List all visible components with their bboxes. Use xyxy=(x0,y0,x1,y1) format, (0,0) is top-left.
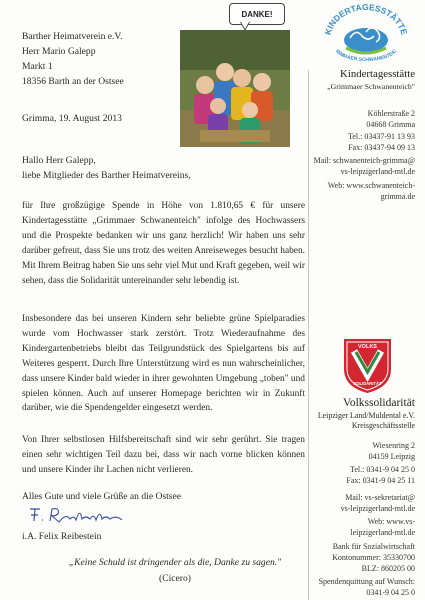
kita-mail-line: Mail: schwanenteich-grimma@ xyxy=(313,156,415,165)
body-paragraph-3: Von Ihrer selbstlosen Hilfsbereitschaft sind wir sehr gerührt. Sie tragen einen sehr wichtigen Teil dazu bei, dass wir nach vorne blicken können und unsere Kinder ihr Lachen nicht verlieren. xyxy=(22,435,305,475)
vs-contact-phone xyxy=(310,464,415,486)
vs-web-line: leipzigerland-mtl.de xyxy=(350,528,415,537)
vs-mail-line: Mail: vs-sekretariat@ xyxy=(345,493,415,502)
vs-bank-details xyxy=(310,541,415,574)
kita-web-line: Web: www.schwanenteich- xyxy=(327,181,415,190)
vs-subname-line: Leipziger Land/Muldental e.V. xyxy=(317,411,415,420)
closing-line: Alles Gute und viele Grüße an die Ostsee xyxy=(22,491,182,502)
vs-logo-subtext: SOLIDARITÄT xyxy=(353,381,382,386)
kita-website xyxy=(310,180,415,202)
vs-logo-text: VOLKS xyxy=(358,344,377,350)
vs-city: 04159 Leipzig xyxy=(368,452,415,461)
vs-donation-receipt-info xyxy=(310,576,415,598)
kita-name: Kindertagesstätte xyxy=(340,68,415,80)
vs-address xyxy=(310,440,415,462)
greeting-line: Hallo Herr Galepp, xyxy=(22,155,96,166)
vs-bank-line: Kontonummer: 35330700 xyxy=(332,553,415,562)
vs-bank-line: Bank für Sozialwirtschaft xyxy=(332,542,415,551)
vs-donation-line: Spendenquittung auf Wunsch: xyxy=(318,577,415,586)
quote-source: (Cicero) xyxy=(159,573,191,584)
recipient-address xyxy=(22,29,124,89)
address-line: Markt 1 xyxy=(22,61,53,72)
vs-website xyxy=(310,516,415,538)
signer-name: i.A. Felix Reibestein xyxy=(22,531,102,542)
vs-subname xyxy=(310,411,415,431)
children-photo-image xyxy=(180,30,290,147)
vs-fax: Fax: 0341-9 04 25 11 xyxy=(346,476,415,485)
body-paragraph-2: Insbesondere das bei unseren Kindern sehr beliebte grüne Spielparadies wurde vom Hochwasser stark zerstört. Trotz Wiederaufnahme des Kindergartenbetriebs bleibt das Teilgrundstück des Spielgartens bis auf Weiteres gesperrt. Durch Ihre Unterstützung wird es nun wahrscheinlicher, dass unsere Kinder bald wieder in ihrer gewohnten Umgebung „toben" und spielen können. Auch auf unserer Homepage berichten wir in Zukunft darüber, wie die Spendengelder eingesetzt werden. xyxy=(22,314,305,414)
kita-contact-phone xyxy=(310,131,415,153)
vs-email xyxy=(310,492,415,514)
vs-street: Wiesenring 2 xyxy=(372,441,415,450)
vs-subname-line: Kreisgeschäftsstelle xyxy=(351,421,415,430)
kindergarten-logo xyxy=(316,2,416,67)
kita-email xyxy=(310,155,415,177)
kita-logo-text: KINDERTAGESSTÄTTE xyxy=(322,2,410,36)
kita-logo-subtext: RIMMAER SCHWANENTEIC xyxy=(333,48,399,64)
quote-text: „Keine Schuld ist dringender als die, Danke zu sagen." xyxy=(68,557,282,568)
kita-address xyxy=(310,108,415,130)
kita-city: 04668 Grimma xyxy=(366,120,415,129)
vs-web-line: Web: www.vs- xyxy=(367,517,415,526)
kita-web-line: grimma.de xyxy=(380,192,415,201)
handwritten-signature xyxy=(26,503,136,527)
kita-mail-line: vs-leipzigerland-mtl.de xyxy=(340,167,415,176)
volkssolidaritaet-logo xyxy=(340,335,395,395)
greeting-line: liebe Mitglieder des Barther Heimatvereins, xyxy=(22,170,191,181)
greeting xyxy=(22,153,191,183)
vs-name: Volkssolidarität xyxy=(343,397,415,409)
address-line: Barther Heimatverein e.V. xyxy=(22,31,123,42)
kita-subname: „Grimmaer Schwanenteich" xyxy=(327,82,415,91)
kita-street: Köhlerstraße 2 xyxy=(367,109,415,118)
vs-tel: Tel.: 0341-9 04 25 0 xyxy=(350,465,415,474)
vs-donation-line: 0341-9 04 25 0 xyxy=(366,588,415,597)
column-divider xyxy=(308,70,309,600)
children-photo xyxy=(180,30,290,147)
kita-fax: Fax: 03437-94 09 13 xyxy=(348,143,415,152)
body-paragraph-1: für Ihre großzügige Spende in Höhe von 1.810,65 € für unsere Kindertagesstätte „Grimmaer Schwanenteich" infolge des Hochwassers und die Prospekte bedanken wir uns ganz herzlich! Wir haben uns sehr darüber gefreut, dass Sie uns trotz des weiten Anreiseweges besucht haben. Mit Ihrem Beitrag haben Sie uns sehr viel Mut und Kraft gegeben, weil wir sehen, dass die Solidarität untereinander sehr lebendig ist. xyxy=(22,201,305,286)
thanks-speech-bubble: DANKE! xyxy=(229,3,285,25)
vs-bank-line: BLZ: 860205 00 xyxy=(361,564,415,573)
kita-tel: Tel.: 03437-91 13 93 xyxy=(348,132,415,141)
date-line: Grimma, 19. August 2013 xyxy=(22,113,122,124)
vs-mail-line: vs-leipzigerland-mtl.de xyxy=(340,504,415,513)
address-line: Herr Mario Galepp xyxy=(22,46,96,57)
address-line: 18356 Barth an der Ostsee xyxy=(22,76,124,87)
